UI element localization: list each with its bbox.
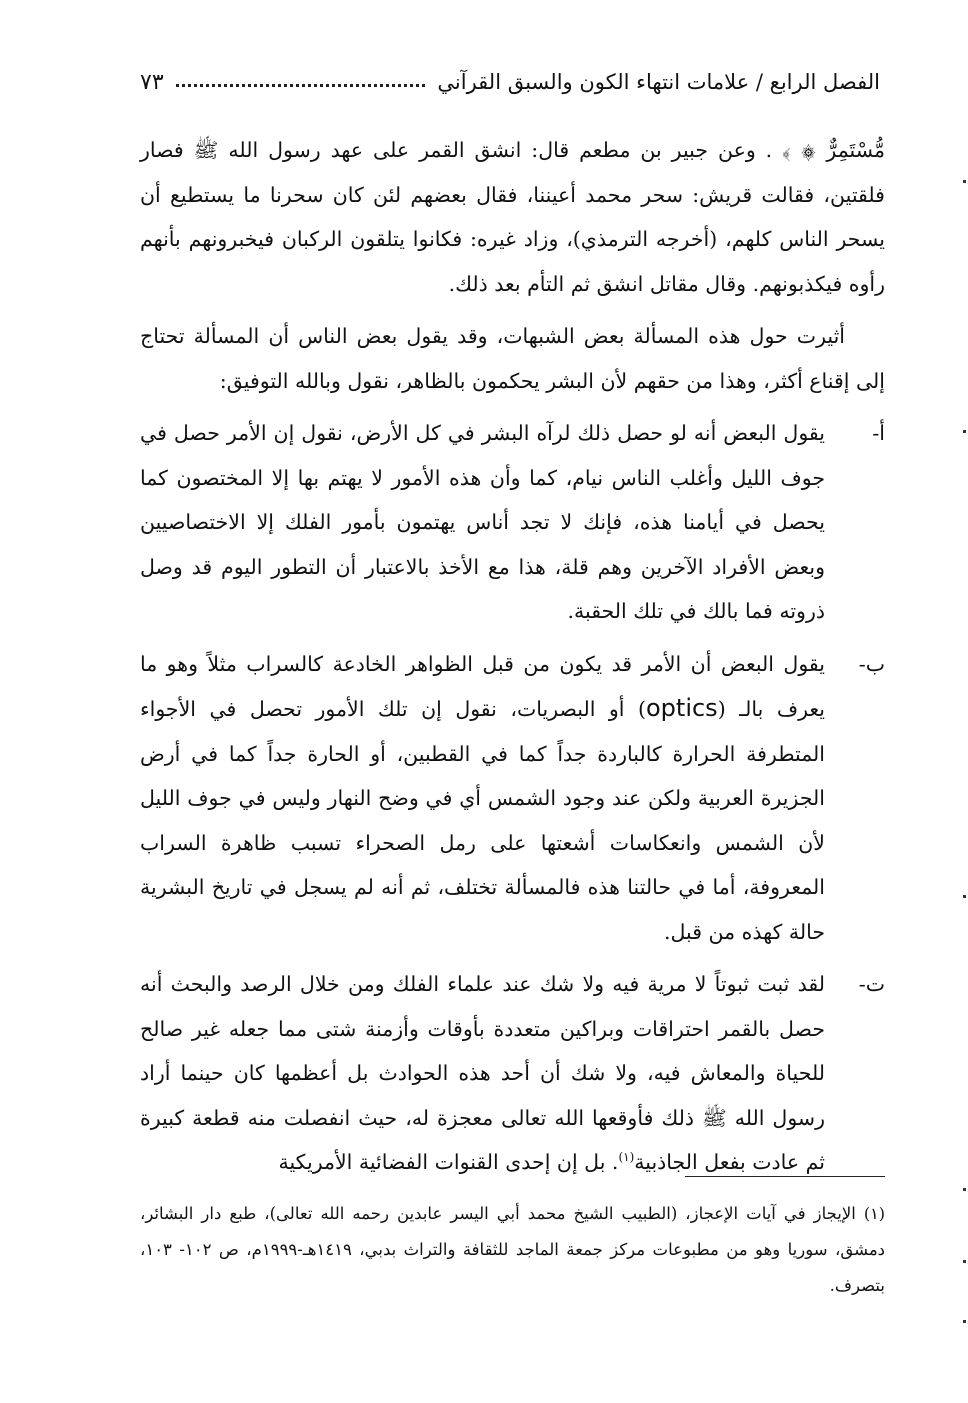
page-number: ٧٣ [140,69,164,95]
list-marker: أ- [872,421,885,445]
footnote-reference[interactable]: (١) [618,1150,635,1165]
scan-speck [963,1320,966,1323]
list-item-text-part: ) أو البصريات، نقول إن تلك الأمور تحصل في الأجواء المتطرفة الحرارة كالباردة جداً كما في القطبين، أو الحارة جداً كما في أرض الجزيرة العربية ولكن عند وجود الشمس أي في وضح النهار وليس في جوف الليل لأن الشمس وانعكاسات أشعتها على رمل الصحراء تسبب ظاهرة السراب المعروفة، أما في حالتنا هذه فالمسألة تختلف، ثم أنه لم يسجل في تاريخ البشرية حالة كهذه من قبل. [140,697,825,944]
list-marker: ب- [858,651,885,676]
paragraph-1: مُّسْتَمِرٌّ ۞ ﴾ . وعن جبير بن مطعم قال: انشق القمر على عهد رسول الله ﷺ فصار فلقتين، فقالت قريش: سحر محمد أعيننا، فقال بعضهم لئن كان سحرنا ما يستطيع أن يسحر الناس كلهم، (أخرجه الترمذي)، وزاد غيره: فكانوا يتلقون الركبان فيخبرونهم بأنهم رأوه فيكذبونهم. وقال مقاتل انشق ثم التأم بعد ذلك. [140,138,885,296]
page-body [140,128,885,1185]
list-marker: ت- [858,972,885,996]
footnote-1 [140,1196,885,1304]
header-dotted-leader [176,84,426,87]
footnote-separator [685,1176,885,1177]
scan-speck [963,180,966,183]
paragraph-2: أثيرت حول هذه المسألة بعض الشبهات، وقد يقول بعض الناس أن المسألة تحتاج إلى إقناع أكثر، وهذا من حقهم لأن البشر يحكمون بالظاهر، نقول وبالله التوفيق: [140,324,885,393]
list-item-text-part: . بل إن إحدى القنوات الفضائية الأمريكية [278,1150,619,1174]
chapter-title: الفصل الرابع / علامات انتهاء الكون والسبق القرآني [437,70,880,94]
scan-speck [963,430,966,433]
scan-speck [963,1260,966,1263]
latin-term: optics [645,694,718,722]
list-item-b [140,642,885,955]
list-item-text [140,962,825,1185]
running-header [140,60,880,104]
list-item-a [140,411,885,634]
list-item-t [140,962,885,1185]
list-item-text-part: يقول البعض أن الأمر قد يكون من قبل الظواهر الخادعة كالسراب مثلاً وهو ما يعرف بالـ ( [140,651,825,721]
scan-speck [963,1188,966,1191]
list-item-text-part: لقد ثبت ثبوتاً لا مرية فيه ولا شك عند علماء الفلك ومن خلال الرصد والبحث أنه حصل بالقمر احتراقات وبراكين متعددة بأوقات وأزمنة شتى مما جعله غير صالح للحياة والمعاش فيه، ولا شك أن أحد هذه الحوادث بل أعظمها كان حينما أراد رسول الله ﷺ ذلك فأوقعها الله تعالى معجزة له، حيث انفصلت منه قطعة كبيرة ثم عادت بفعل الجاذبية [140,972,825,1174]
footnote-mark: (١) [863,1204,885,1223]
scan-speck [963,895,966,898]
list-item-text [140,642,825,955]
list-item-text: يقول البعض أنه لو حصل ذلك لرآه البشر في كل الأرض، نقول إن الأمر حصل في جوف الليل وأغلب الناس نيام، كما وأن هذه الأمور لا يهتم بها إلا المختصون كما يحصل في أيامنا هذه، فإنك لا تجد أناس يهتمون بأمور الفلك إلا الاختصاصيين وبعض الأفراد الآخرين وهم قلة، هذا مع الأخذ بالاعتبار أن التطور اليوم قد وصل ذروته فما بالك في تلك الحقبة. [140,421,825,623]
footnotes [140,1196,885,1304]
footnote-text: الإيجاز في آيات الإعجاز، (الطبيب الشيخ محمد أبي اليسر عابدين رحمه الله تعالى)، طبع دار البشائر، دمشق، سوريا وهو من مطبوعات مركز جمعة الماجد للثقافة والتراث بدبي، ١٤١٩هـ-١٩٩٩م، ص ١٠٢- ١٠٣، بتصرف. [140,1204,886,1295]
